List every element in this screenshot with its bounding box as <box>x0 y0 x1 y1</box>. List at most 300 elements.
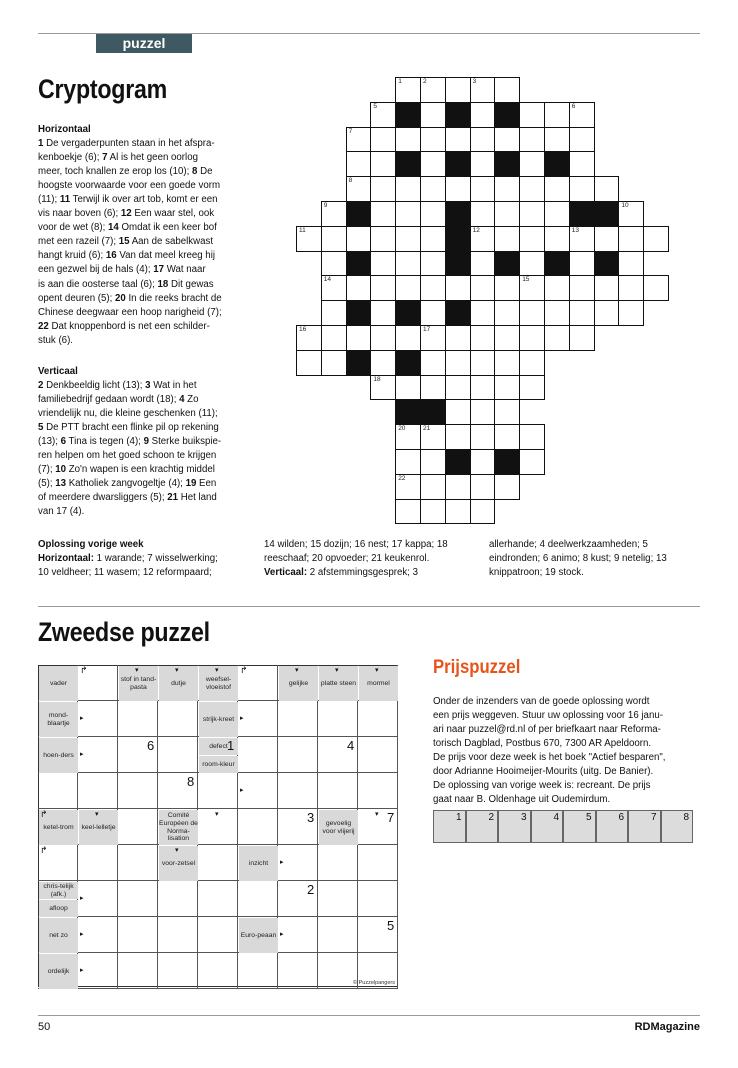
grid-cell[interactable] <box>519 127 545 153</box>
grid-cell[interactable] <box>296 325 322 351</box>
answer-box[interactable] <box>498 810 531 843</box>
zweedse-cell[interactable] <box>238 737 278 773</box>
answer-box[interactable] <box>628 810 661 843</box>
zweedse-cell[interactable] <box>198 845 238 881</box>
zweedse-cell[interactable] <box>118 917 158 953</box>
black-cell <box>569 201 595 227</box>
zweedse-cell[interactable] <box>278 773 318 809</box>
black-cell <box>395 151 421 177</box>
text-line: ren helpen om het goed schoon te krijgen <box>38 450 217 462</box>
zweedse-cell[interactable] <box>238 701 278 737</box>
grid-cell[interactable] <box>445 350 471 376</box>
grid-cell[interactable] <box>370 251 396 277</box>
arrow-icon: ▾ <box>375 667 379 674</box>
zweedse-cell[interactable] <box>278 737 318 773</box>
text-line: een gezwel bij de hals (4); 17 Wat naar <box>38 264 206 276</box>
grid-cell[interactable] <box>494 176 520 202</box>
zweedse-cell[interactable] <box>78 953 118 989</box>
grid-cell[interactable] <box>519 151 545 177</box>
grid-cell[interactable] <box>445 77 471 103</box>
grid-cell[interactable] <box>618 275 644 301</box>
grid-cell[interactable] <box>618 251 644 277</box>
text-line: 10 veldheer; 11 wasem; 12 reformpaard; <box>38 567 212 579</box>
grid-cell[interactable] <box>420 251 446 277</box>
grid-cell[interactable] <box>643 275 669 301</box>
grid-cell[interactable] <box>370 102 396 128</box>
grid-cell[interactable] <box>569 176 595 202</box>
clue-mormel: mormel <box>359 666 398 701</box>
grid-cell[interactable] <box>420 102 446 128</box>
black-cell <box>494 251 520 277</box>
grid-cell[interactable] <box>569 151 595 177</box>
grid-cell[interactable] <box>445 424 471 450</box>
grid-cell[interactable] <box>445 399 471 425</box>
grid-cell[interactable] <box>395 375 421 401</box>
grid-cell[interactable] <box>321 201 347 227</box>
grid-cell[interactable] <box>445 474 471 500</box>
text-line: (7); 10 Zo'n wapen is een krachtig middel <box>38 464 215 476</box>
grid-cell[interactable] <box>470 251 496 277</box>
cryptogram-grid[interactable] <box>296 77 668 523</box>
text-line: door Adrianne Hooimeijer-Mourits (uitg. De Banier). <box>433 766 654 778</box>
zweedse-cell[interactable] <box>238 881 278 917</box>
answer-box[interactable] <box>596 810 629 843</box>
text-line: De prijs voor deze week is het boek "Actief besparen", <box>433 752 666 764</box>
zweedse-cell[interactable] <box>278 953 318 989</box>
vertical-heading: Verticaal <box>38 366 78 377</box>
zweedse-cell[interactable] <box>78 737 118 773</box>
grid-cell[interactable] <box>618 201 644 227</box>
grid-cell[interactable] <box>494 399 520 425</box>
grid-cell[interactable] <box>420 275 446 301</box>
grid-cell[interactable] <box>420 350 446 376</box>
grid-cell[interactable] <box>494 275 520 301</box>
grid-cell[interactable] <box>420 325 446 351</box>
black-cell <box>346 251 372 277</box>
grid-cell[interactable] <box>594 300 620 326</box>
grid-cell[interactable] <box>470 499 496 525</box>
clue-number: 8 <box>348 177 353 185</box>
text-line: met een razeil (7); 15 Aan de sabelkwast <box>38 236 214 248</box>
zweedse-cell[interactable] <box>158 737 198 773</box>
grid-cell[interactable] <box>346 226 372 252</box>
grid-cell[interactable] <box>420 127 446 153</box>
grid-cell[interactable] <box>519 300 545 326</box>
horizontal-clue-text <box>38 137 270 348</box>
grid-cell[interactable] <box>470 102 496 128</box>
grid-cell[interactable] <box>494 424 520 450</box>
grid-cell[interactable] <box>395 275 421 301</box>
solution-number: 6 <box>147 738 155 753</box>
zweedse-cell[interactable] <box>278 845 318 881</box>
text-line: 14 wilden; 15 dozijn; 16 nest; 17 kappa; 18 <box>264 539 448 550</box>
grid-cell[interactable] <box>519 176 545 202</box>
grid-cell[interactable] <box>370 201 396 227</box>
zweedse-grid[interactable] <box>38 665 398 987</box>
clue-gelijke: gelijke <box>279 666 318 701</box>
zweedse-cell[interactable] <box>358 737 398 773</box>
grid-cell[interactable] <box>643 226 669 252</box>
grid-cell[interactable] <box>519 424 545 450</box>
arrow-icon: ▸ <box>240 715 244 722</box>
solution-col-1 <box>38 538 263 580</box>
clue-number: 7 <box>348 127 353 135</box>
grid-cell[interactable] <box>544 275 570 301</box>
zweedse-cell[interactable] <box>158 917 198 953</box>
text-line: vis naar boven (6); 12 Een waar stel, ook <box>38 208 215 220</box>
black-cell <box>346 201 372 227</box>
grid-cell[interactable] <box>519 375 545 401</box>
black-cell <box>445 102 471 128</box>
grid-cell[interactable] <box>594 226 620 252</box>
zweedse-cell[interactable] <box>78 917 118 953</box>
prijs-title: Prijspuzzel <box>433 657 521 678</box>
grid-cell[interactable] <box>544 176 570 202</box>
text-line: stuk (6). <box>38 334 73 346</box>
grid-cell[interactable] <box>544 300 570 326</box>
clue-defect: defect <box>199 738 238 755</box>
grid-cell[interactable] <box>569 127 595 153</box>
grid-cell[interactable] <box>494 350 520 376</box>
zweedse-cell[interactable] <box>198 917 238 953</box>
grid-cell[interactable] <box>470 127 496 153</box>
grid-cell[interactable] <box>494 300 520 326</box>
solution-number: 8 <box>187 774 195 789</box>
arrow-icon: ↱ <box>40 809 48 819</box>
grid-cell[interactable] <box>519 226 545 252</box>
zweedse-title: Zweedse puzzel <box>38 617 210 647</box>
black-cell <box>594 251 620 277</box>
grid-cell[interactable] <box>519 449 545 475</box>
zweedse-cell[interactable] <box>158 881 198 917</box>
grid-cell[interactable] <box>321 350 347 376</box>
grid-cell[interactable] <box>445 275 471 301</box>
grid-cell[interactable] <box>470 201 496 227</box>
black-cell <box>445 151 471 177</box>
text-line: vriendelijk nu, die kleine geschenken (11); <box>38 408 218 420</box>
zweedse-cell[interactable] <box>318 953 358 989</box>
grid-cell[interactable] <box>420 300 446 326</box>
clue-voorzetsel: voor-zetsel <box>159 846 198 881</box>
text-line: hangt kruid (6); 16 Van dat meel kreeg hij <box>38 250 216 262</box>
arrow-icon: ▸ <box>80 751 84 758</box>
grid-cell[interactable] <box>569 275 595 301</box>
arrow-icon: ▾ <box>375 811 379 818</box>
grid-cell[interactable] <box>420 449 446 475</box>
grid-cell[interactable] <box>370 176 396 202</box>
grid-cell[interactable] <box>395 474 421 500</box>
grid-cell[interactable] <box>470 399 496 425</box>
zweedse-cell[interactable] <box>358 773 398 809</box>
grid-cell[interactable] <box>494 325 520 351</box>
grid-cell[interactable] <box>494 127 520 153</box>
grid-cell[interactable] <box>544 325 570 351</box>
text-line: voor de wet (8); 14 Omdat ik een keer bof <box>38 222 217 234</box>
grid-cell[interactable] <box>420 176 446 202</box>
zweedse-cell[interactable] <box>118 845 158 881</box>
grid-cell[interactable] <box>370 300 396 326</box>
answer-box[interactable] <box>661 810 694 843</box>
arrow-icon: ▸ <box>80 931 84 938</box>
solution-number: 3 <box>307 810 315 825</box>
grid-cell[interactable] <box>370 151 396 177</box>
zweedse-cell[interactable] <box>78 881 118 917</box>
grid-cell[interactable] <box>420 226 446 252</box>
zweedse-cell[interactable] <box>118 953 158 989</box>
grid-cell[interactable] <box>494 474 520 500</box>
answer-box-number: 2 <box>488 812 494 823</box>
grid-cell[interactable] <box>470 176 496 202</box>
grid-cell[interactable] <box>494 226 520 252</box>
grid-cell[interactable] <box>519 201 545 227</box>
zweedse-cell[interactable] <box>198 881 238 917</box>
grid-cell[interactable] <box>445 375 471 401</box>
zweedse-cell[interactable] <box>318 845 358 881</box>
grid-cell[interactable] <box>519 102 545 128</box>
grid-cell[interactable] <box>370 226 396 252</box>
black-cell <box>544 151 570 177</box>
grid-cell[interactable] <box>296 226 322 252</box>
black-cell <box>445 300 471 326</box>
section-rule <box>38 606 700 607</box>
grid-cell[interactable] <box>395 251 421 277</box>
grid-cell[interactable] <box>296 350 322 376</box>
arrow-icon: ▾ <box>135 667 139 674</box>
answer-box[interactable] <box>563 810 596 843</box>
grid-cell[interactable] <box>470 275 496 301</box>
grid-cell[interactable] <box>494 77 520 103</box>
text-line: gaat naar B. Oldenhage uit Oudemirdum. <box>433 794 611 806</box>
clue-number: 14 <box>323 276 332 284</box>
grid-cell[interactable] <box>420 77 446 103</box>
grid-cell[interactable] <box>370 325 396 351</box>
clue-stof: stof in tand-pasta <box>119 666 158 701</box>
zweedse-cell[interactable] <box>318 881 358 917</box>
grid-cell[interactable] <box>519 325 545 351</box>
grid-cell[interactable] <box>346 325 372 351</box>
clue-weefsel: weefsel-vloeistof <box>199 666 238 701</box>
arrow-icon: ▸ <box>280 931 284 938</box>
clue-number: 20 <box>398 425 406 433</box>
grid-cell[interactable] <box>470 424 496 450</box>
grid-cell[interactable] <box>494 375 520 401</box>
grid-cell[interactable] <box>445 325 471 351</box>
zweedse-cell[interactable] <box>118 701 158 737</box>
grid-cell[interactable] <box>321 251 347 277</box>
clue-number: 5 <box>373 102 378 110</box>
grid-cell[interactable] <box>395 77 421 103</box>
answer-box-number: 6 <box>618 812 624 823</box>
grid-cell[interactable] <box>470 77 496 103</box>
grid-cell[interactable] <box>346 275 372 301</box>
zweedse-cell[interactable] <box>158 701 198 737</box>
grid-cell[interactable] <box>519 251 545 277</box>
grid-cell[interactable] <box>370 127 396 153</box>
grid-cell[interactable] <box>346 151 372 177</box>
grid-cell[interactable] <box>420 151 446 177</box>
text-line: Horizontaal: 1 warande; 7 wisselwerking; <box>38 553 218 565</box>
zweedse-cell[interactable] <box>198 953 238 989</box>
grid-cell[interactable] <box>470 375 496 401</box>
grid-cell[interactable] <box>544 226 570 252</box>
grid-cell[interactable] <box>370 350 396 376</box>
text-line: (13); 6 Tina is tegen (4); 9 Sterke buikspie- <box>38 436 222 448</box>
text-line: 5 De PTT bracht een flinke pil op rekening <box>38 422 219 434</box>
grid-cell[interactable] <box>346 176 372 202</box>
clue-number: 17 <box>423 326 431 333</box>
zweedse-cell[interactable] <box>358 701 398 737</box>
grid-cell[interactable] <box>420 424 446 450</box>
arrow-icon: ↱ <box>80 665 88 675</box>
black-cell <box>494 151 520 177</box>
grid-cell[interactable] <box>470 350 496 376</box>
grid-cell[interactable] <box>544 201 570 227</box>
zweedse-cell[interactable] <box>318 773 358 809</box>
grid-cell[interactable] <box>321 226 347 252</box>
zweedse-cell[interactable] <box>278 917 318 953</box>
zweedse-cell[interactable] <box>78 701 118 737</box>
grid-cell[interactable] <box>395 499 421 525</box>
zweedse-cell[interactable] <box>118 773 158 809</box>
grid-cell[interactable] <box>395 176 421 202</box>
grid-cell[interactable] <box>618 226 644 252</box>
black-cell <box>395 350 421 376</box>
text-line: ari naar puzzel@rd.nl of per briefkaart naar Reforma- <box>433 724 661 736</box>
grid-cell[interactable] <box>569 325 595 351</box>
grid-cell[interactable] <box>519 275 545 301</box>
black-cell <box>346 350 372 376</box>
black-cell <box>420 399 446 425</box>
zweedse-cell[interactable] <box>238 953 278 989</box>
grid-cell[interactable] <box>420 499 446 525</box>
text-line: familiebedrijf gedaan wordt (18); 4 Zo <box>38 394 199 406</box>
grid-cell[interactable] <box>569 251 595 277</box>
grid-cell[interactable] <box>569 300 595 326</box>
grid-cell[interactable] <box>544 127 570 153</box>
grid-cell[interactable] <box>594 275 620 301</box>
zweedse-cell[interactable] <box>238 773 278 809</box>
grid-cell[interactable] <box>519 350 545 376</box>
grid-cell[interactable] <box>370 375 396 401</box>
text-line: Onder de inzenders van de goede oplossing wordt <box>433 696 650 707</box>
clue-number: 1 <box>398 78 402 85</box>
answer-box[interactable] <box>466 810 499 843</box>
grid-cell[interactable] <box>594 176 620 202</box>
solution-col-3 <box>489 538 704 580</box>
answer-boxes[interactable] <box>433 810 693 843</box>
zweedse-cell[interactable] <box>238 809 278 845</box>
grid-cell[interactable] <box>420 474 446 500</box>
grid-cell[interactable] <box>470 325 496 351</box>
grid-cell[interactable] <box>470 474 496 500</box>
answer-box[interactable] <box>531 810 564 843</box>
grid-cell[interactable] <box>445 127 471 153</box>
arrow-icon: ↱ <box>240 665 248 675</box>
page-number: 50 <box>38 1021 51 1033</box>
zweedse-cell[interactable] <box>358 881 398 917</box>
grid-cell[interactable] <box>346 127 372 153</box>
arrow-icon: ▾ <box>175 667 179 674</box>
grid-cell[interactable] <box>395 325 421 351</box>
grid-cell[interactable] <box>618 300 644 326</box>
zweedse-cell[interactable] <box>318 701 358 737</box>
grid-cell[interactable] <box>395 201 421 227</box>
zweedse-cell[interactable] <box>118 809 158 845</box>
zweedse-cell[interactable] <box>78 845 118 881</box>
grid-cell[interactable] <box>420 201 446 227</box>
zweedse-cell[interactable] <box>38 773 78 809</box>
zweedse-cell[interactable] <box>158 953 198 989</box>
grid-cell[interactable] <box>395 449 421 475</box>
clue-number: 6 <box>571 102 576 110</box>
black-cell <box>445 226 471 252</box>
grid-cell[interactable] <box>544 102 570 128</box>
grid-cell[interactable] <box>321 300 347 326</box>
grid-cell[interactable] <box>370 275 396 301</box>
grid-cell[interactable] <box>470 300 496 326</box>
grid-cell[interactable] <box>321 325 347 351</box>
black-cell <box>395 102 421 128</box>
arrow-icon: ▾ <box>215 667 219 674</box>
black-cell <box>346 300 372 326</box>
clue-platte: platte steen <box>319 666 358 701</box>
clue-keel: keel-lelletje <box>79 810 118 845</box>
cryptogram-title: Cryptogram <box>38 74 168 104</box>
zweedse-cell[interactable] <box>278 701 318 737</box>
clue-number: 11 <box>299 226 306 234</box>
grid-cell[interactable] <box>445 176 471 202</box>
grid-cell[interactable] <box>569 226 595 252</box>
grid-cell[interactable] <box>494 201 520 227</box>
clue-number: 10 <box>621 202 629 209</box>
grid-cell[interactable] <box>470 226 496 252</box>
text-line: knippatroon; 19 stock. <box>489 567 584 579</box>
grid-cell[interactable] <box>420 375 446 401</box>
zweedse-cell[interactable] <box>318 917 358 953</box>
text-line: opent deuren (5); 20 In die reeks bracht de <box>38 292 222 304</box>
bottom-rule <box>38 1015 700 1016</box>
arrow-icon: ▸ <box>280 859 284 866</box>
zweedse-cell[interactable] <box>78 773 118 809</box>
clue-ordelijk: ordelijk <box>39 954 78 989</box>
grid-cell[interactable] <box>395 226 421 252</box>
grid-cell[interactable] <box>395 424 421 450</box>
black-cell <box>544 251 570 277</box>
clue-number: 16 <box>299 326 307 333</box>
black-cell <box>445 201 471 227</box>
text-line: Verticaal: 2 afstemmingsgesprek; 3 <box>264 567 419 579</box>
zweedse-cell[interactable] <box>358 845 398 881</box>
grid-cell[interactable] <box>321 275 347 301</box>
grid-cell[interactable] <box>445 499 471 525</box>
zweedse-cell[interactable] <box>118 881 158 917</box>
prijs-text <box>433 695 698 807</box>
clue-strijk: strijk-kreet <box>199 702 238 737</box>
black-cell <box>395 399 421 425</box>
answer-box[interactable] <box>433 810 466 843</box>
clue-number: 13 <box>571 226 580 234</box>
credit: © Puzzelpangers <box>353 980 395 986</box>
grid-cell[interactable] <box>569 102 595 128</box>
arrow-icon: ↱ <box>40 845 48 855</box>
grid-cell[interactable] <box>395 127 421 153</box>
text-line: kenboekje (6); 7 Al is het geen oorlog <box>38 152 198 164</box>
grid-cell[interactable] <box>470 151 496 177</box>
zweedse-cell[interactable] <box>198 773 238 809</box>
answer-box-number: 7 <box>650 812 657 823</box>
answer-box-number: 5 <box>585 812 592 823</box>
grid-cell[interactable] <box>470 449 496 475</box>
